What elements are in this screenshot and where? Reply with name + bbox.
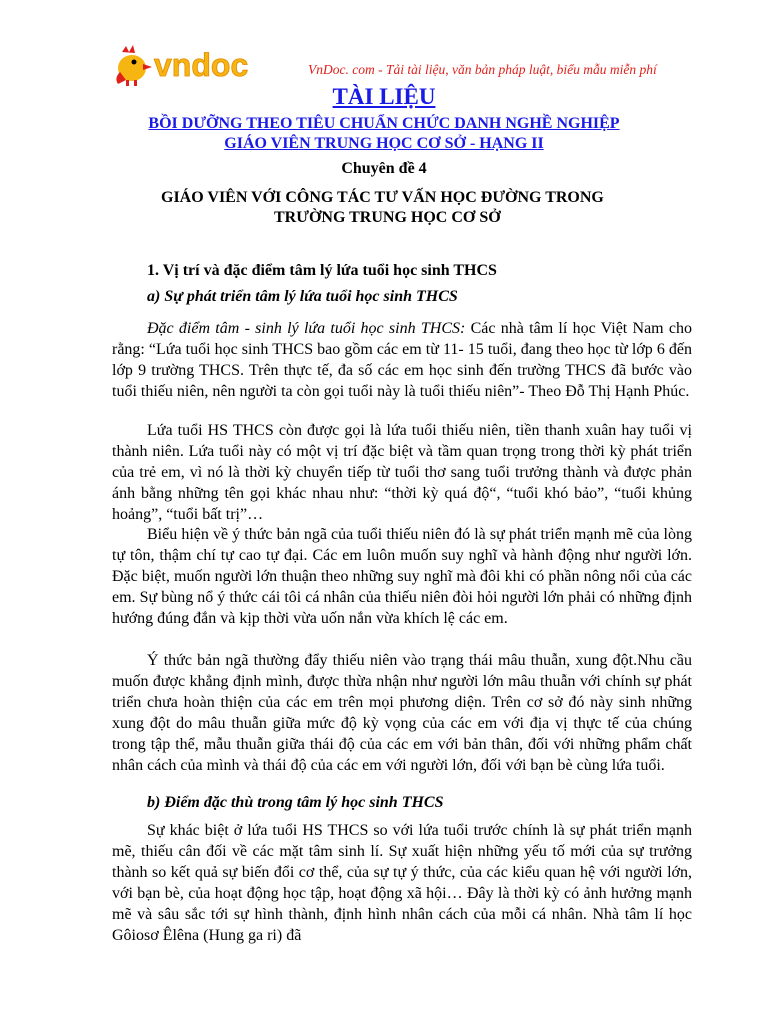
doc-subtitle-line2: GIÁO VIÊN TRUNG HỌC CƠ SỞ - HẠNG II	[224, 135, 544, 152]
paragraph-1-lead: Đặc điểm tâm - sinh lý lứa tuổi học sinh THCS:	[147, 320, 466, 337]
main-title	[161, 188, 681, 228]
paragraph-3: Biểu hiện về ý thức bản ngã của tuổi thiếu niên đó là sự phát triển mạnh mẽ của lòng tự tôn, thậm chí tự cao tự đại. Các em luôn muốn suy nghĩ và hành động như người lớn. Đặc biệt, muốn người lớn thuận theo những suy nghĩ mà đôi khi có phần nông nổi của các em. Sự bùng nổ ý thức cái tôi cá nhân của thiếu niên đòi hỏi người lớn phải có những định hướng đúng đắn và kịp thời vừa uốn nắn vừa khích lệ các em.	[112, 526, 692, 627]
section1-heading: 1. Vị trí và đặc điểm tâm lý lứa tuổi học sinh THCS	[147, 262, 497, 279]
paragraph-1	[112, 318, 692, 402]
doc-title: TÀI LIỆU	[332, 84, 436, 109]
paragraph-1-body: Các nhà tâm lí học Việt Nam cho rằng: “Lứa tuổi học sinh THCS bao gồm các em từ 11- 15 tuổi, đang theo học từ lớp 6 đến lớp 9 trường THCS. Trên thực tế, đa số các em học sinh đến trường THCS đã bước vào tuổi thiếu niên, nên người ta còn gọi tuổi này là tuổi thiếu niên”- Theo Đỗ Thị Hạnh Phúc.	[112, 320, 692, 400]
doc-subtitle-line1: BỒI DƯỠNG THEO TIÊU CHUẨN CHỨC DANH NGHỀ NGHIỆP	[148, 115, 620, 132]
logo-wordmark: vndoc	[154, 47, 249, 83]
paragraph-4: Ý thức bản ngã thường đẩy thiếu niên vào trạng thái mâu thuẫn, xung đột.Nhu cầu muốn được khẳng định mình, được thừa nhận như người lớn mâu thuẫn với chính sự phát triển chưa hoàn thiện của các em trên mọi phương diện. Trên cơ sở đó này sinh những xung đột do mâu thuẫn giữa mức độ kỳ vọng của các em với địa vị thực tế của chúng trong tập thể, mẫu thuẫn giữa thái độ của các em với bản thân, đối với những phẩm chất nhân cách của mình và thái độ của các em với người lớn, đối với bạn bè cùng lứa tuổi.	[112, 652, 692, 774]
site-tagline[interactable]: VnDoc. com - Tải tài liệu, văn bản pháp luật, biểu mẫu miễn phí	[308, 62, 657, 77]
main-title-line1: GIÁO VIÊN VỚI CÔNG TÁC TƯ VẤN HỌC ĐƯỜNG TRONG	[161, 189, 604, 206]
paragraph-2: Lứa tuổi HS THCS còn được gọi là lứa tuổi thiếu niên, tiền thanh xuân hay tuổi vị thành niên. Lứa tuổi này có một vị trí đặc biệt và tầm quan trọng trong thời kỳ phát triển của trẻ em, vì nó là thời kỳ chuyển tiếp từ tuổi thơ sang tuổi trưởng thành và được phản ánh bằng những tên gọi khác nhau như: “thời kỳ quá độ“, “tuổi khó bảo”, “tuổi khủng hoảng”, “tuổi bất trị”…	[112, 422, 692, 523]
rooster-icon	[116, 45, 152, 86]
main-title-line2: TRƯỜNG TRUNG HỌC CƠ SỞ	[274, 209, 501, 226]
section1a-heading: a) Sự phát triển tâm lý lứa tuổi học sinh THCS	[147, 288, 458, 305]
section1b-heading: b) Điểm đặc thù trong tâm lý học sinh THCS	[147, 794, 444, 811]
paragraph-5: Sự khác biệt ở lứa tuổi HS THCS so với lứa tuổi trước chính là sự phát triển mạnh mẽ, thiếu cân đối về các mặt tâm sinh lí. Sự xuất hiện những yếu tố mới của sự trưởng thành so kết quả sự biến đổi cơ thể, của sự tự ý thức, của các kiểu quan hệ với người lớn, với bạn bè, của hoạt động học tập, hoạt động xã hội… Đây là thời kỳ có ảnh hưởng mạnh mẽ và sâu sắc tới sự hình thành, định hình nhân cách của mỗi cá nhân. Nhà tâm lí học Gôiosơ Êlêna (Hung ga ri) đã	[112, 822, 692, 944]
vndoc-logo[interactable]	[112, 42, 302, 86]
topic-label: Chuyên đề 4	[341, 160, 427, 177]
